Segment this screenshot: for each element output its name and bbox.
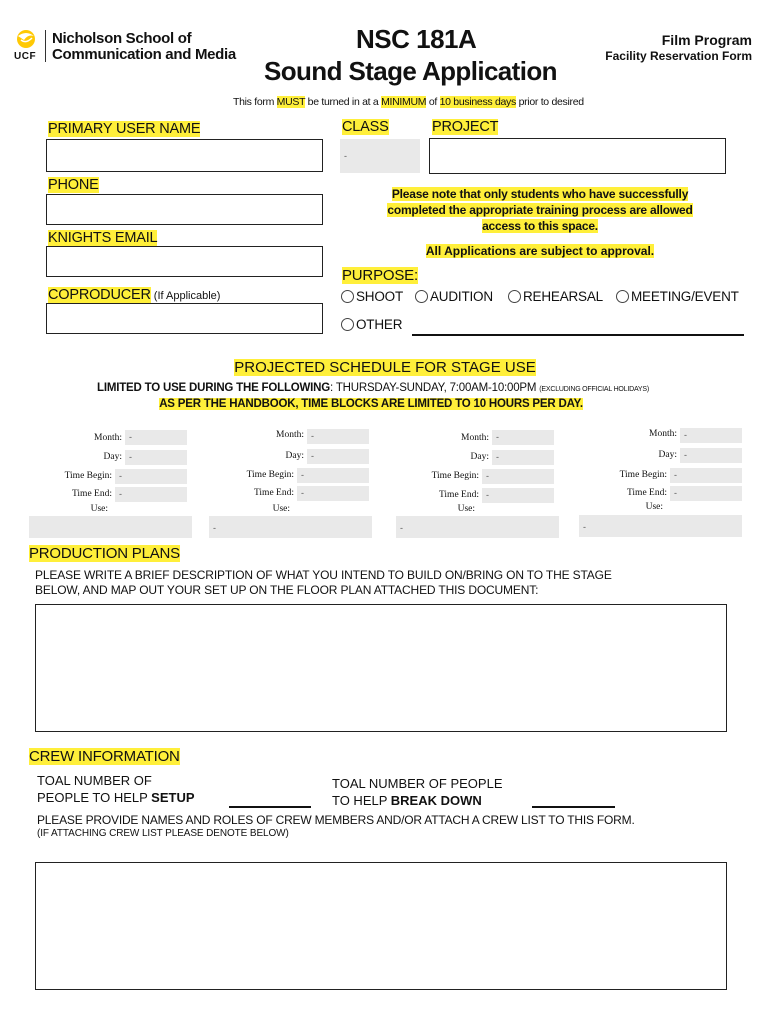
crew-list-note-2: (IF ATTACHING CREW LIST PLEASE DENOTE BELOW)	[37, 828, 289, 839]
school-name-line1: Nicholson School of	[52, 30, 192, 47]
production-instructions-1: PLEASE WRITE A BRIEF DESCRIPTION OF WHAT YOU INTEND TO BUILD ON/BRING ON TO THE STAGE	[35, 568, 612, 582]
radio-icon[interactable]	[508, 290, 521, 303]
schedule-title: PROJECTED SCHEDULE FOR STAGE USE	[234, 359, 536, 376]
must-highlight: MUST	[276, 96, 306, 108]
setup-count-label: TOAL NUMBER OF PEOPLE TO HELP SETUP	[37, 773, 195, 805]
use-input[interactable]	[29, 516, 192, 538]
time-begin-input[interactable]: -	[297, 468, 369, 483]
radio-icon[interactable]	[415, 290, 428, 303]
radio-icon[interactable]	[616, 290, 629, 303]
time-begin-input[interactable]: -	[482, 469, 554, 484]
email-input[interactable]	[46, 246, 323, 277]
use-input[interactable]: -	[209, 516, 372, 538]
day-input[interactable]: -	[307, 449, 369, 464]
project-label: PROJECT	[432, 119, 499, 135]
use-input[interactable]: -	[396, 516, 559, 538]
phone-input[interactable]	[46, 194, 323, 225]
time-end-input[interactable]: -	[297, 486, 369, 501]
class-label: CLASS	[342, 119, 389, 135]
days-highlight: 10 business days	[439, 96, 516, 108]
primary-user-label: PRIMARY USER NAME	[48, 121, 201, 137]
time-end-input[interactable]: -	[115, 487, 187, 502]
time-begin-input[interactable]: -	[670, 468, 742, 483]
time-end-input[interactable]: -	[482, 488, 554, 503]
day-input[interactable]: -	[492, 450, 554, 465]
ucf-logo-text: UCF	[14, 51, 37, 62]
schedule-limit: LIMITED TO USE DURING THE FOLLOWING: THURSDAY-SUNDAY, 7:00AM-10:00PM (EXCLUDING OFFICIAL HOLIDAYS)	[97, 382, 649, 394]
logo-divider	[45, 30, 46, 62]
production-title: PRODUCTION PLANS	[29, 545, 180, 562]
crew-list-input[interactable]	[35, 862, 727, 990]
purpose-other[interactable]: OTHER	[341, 317, 402, 332]
training-note: Please note that only students who have successfully completed the appropriate training process are allowed access to this space.	[387, 187, 693, 233]
ucf-logo	[12, 28, 42, 64]
production-description-input[interactable]	[35, 604, 727, 732]
month-input[interactable]: -	[125, 430, 187, 445]
approval-note: All Applications are subject to approval.	[425, 244, 655, 258]
radio-icon[interactable]	[341, 318, 354, 331]
coproducer-input[interactable]	[46, 303, 323, 334]
time-begin-input[interactable]: -	[115, 469, 187, 484]
purpose-other-line[interactable]	[412, 334, 744, 336]
use-input[interactable]: -	[579, 515, 742, 537]
time-end-input[interactable]: -	[670, 486, 742, 501]
month-input[interactable]: -	[492, 430, 554, 445]
purpose-label: PURPOSE:	[342, 267, 418, 284]
radio-icon[interactable]	[341, 290, 354, 303]
purpose-rehearsal[interactable]: REHEARSAL	[508, 289, 603, 304]
purpose-audition[interactable]: AUDITION	[415, 289, 493, 304]
breakdown-count-label: TOAL NUMBER OF PEOPLE TO HELP BREAK DOWN	[332, 776, 503, 808]
submission-notice: This form MUST be turned in at a MINIMUM of 10 business days prior to desired	[233, 96, 584, 108]
form-title: Sound Stage Application	[264, 56, 557, 86]
purpose-shoot[interactable]: SHOOT	[341, 289, 403, 304]
form-code: NSC 181A	[356, 24, 477, 54]
primary-user-input[interactable]	[46, 139, 323, 172]
day-input[interactable]: -	[125, 450, 187, 465]
crew-title: CREW INFORMATION	[29, 748, 180, 765]
month-input[interactable]: -	[307, 429, 369, 444]
month-input[interactable]: -	[680, 428, 742, 443]
project-input[interactable]	[429, 138, 726, 174]
crew-list-note: PLEASE PROVIDE NAMES AND ROLES OF CREW MEMBERS AND/OR ATTACH A CREW LIST TO THIS FORM.	[37, 813, 635, 827]
breakdown-count-input[interactable]	[532, 806, 615, 808]
setup-count-input[interactable]	[229, 806, 311, 808]
program-subtitle: Facility Reservation Form	[605, 49, 752, 63]
school-name-line2: Communication and Media	[52, 46, 236, 63]
minimum-highlight: MINIMUM	[381, 96, 427, 108]
class-input[interactable]: -	[340, 139, 420, 173]
email-label: KNIGHTS EMAIL	[48, 230, 158, 246]
phone-label: PHONE	[48, 177, 99, 193]
program-name: Film Program	[661, 32, 752, 48]
purpose-meeting-event[interactable]: MEETING/EVENT	[616, 289, 739, 304]
day-input[interactable]: -	[680, 448, 742, 463]
production-instructions-2: BELOW, AND MAP OUT YOUR SET UP ON THE FLOOR PLAN ATTACHED THIS DOCUMENT:	[35, 583, 539, 597]
handbook-limit: AS PER THE HANDBOOK, TIME BLOCKS ARE LIMITED TO 10 HOURS PER DAY.	[159, 398, 583, 410]
coproducer-label: COPRODUCER (If Applicable)	[48, 287, 221, 303]
